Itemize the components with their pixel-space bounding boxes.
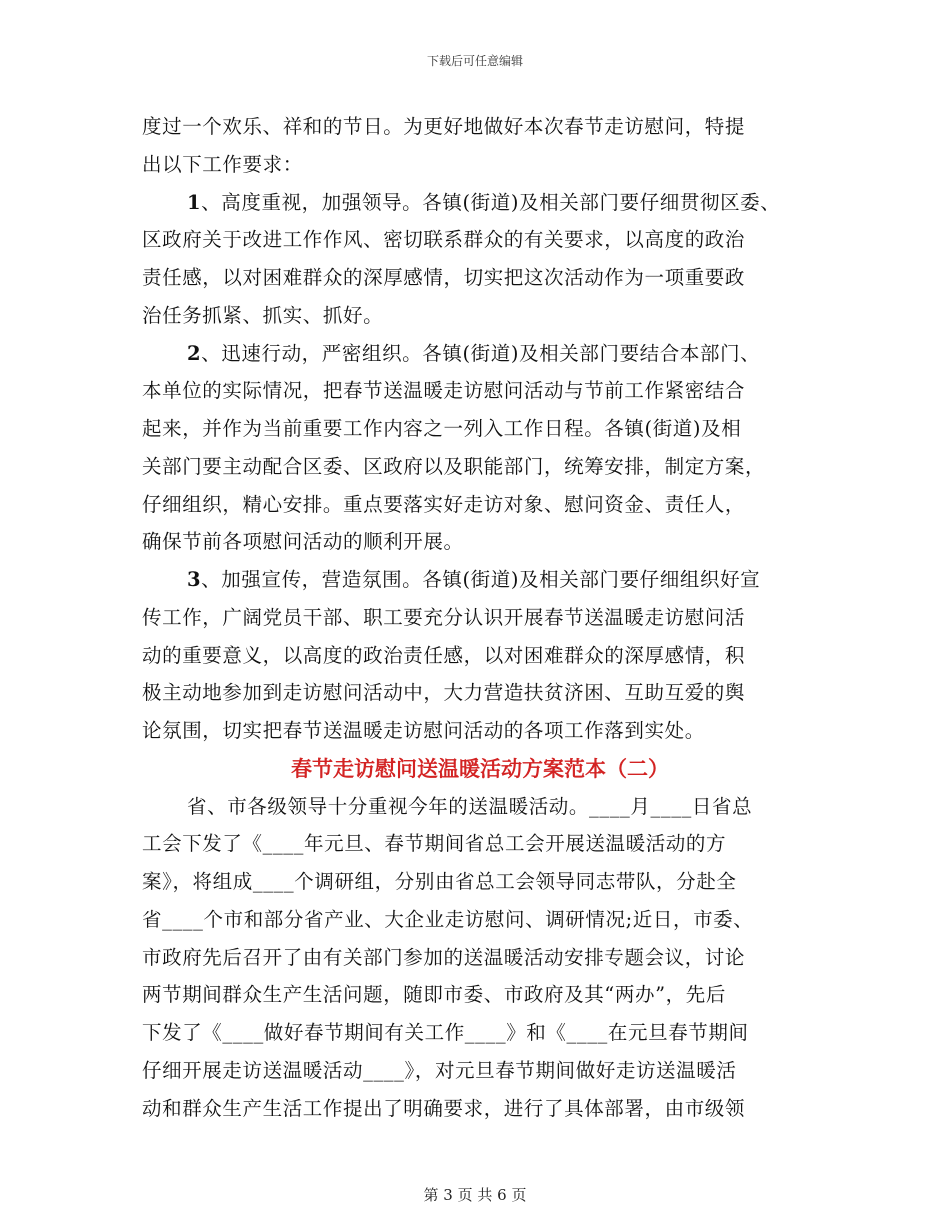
text-line: 省____个市和部分省产业、大企业走访慰问、调研情况;近日，市委、 — [142, 907, 754, 931]
text-line: 仔细开展走访送温暖活动____》，对元旦春节期间做好走访送温暖活 — [142, 1058, 737, 1082]
text-line: 下发了《____做好春节期间有关工作____》和《____在元旦春节期间 — [142, 1021, 749, 1044]
text-line: 治任务抓紧、抓实、抓好。 — [142, 303, 384, 327]
text-line: 本单位的实际情况，把春节送温暖走访慰问活动与节前工作紧密结合 — [142, 379, 746, 403]
list-number: 3 — [187, 568, 202, 591]
line-text: 、高度重视，加强领导。各镇(街道)及相关部门要仔细贯彻区委、 — [201, 190, 781, 214]
text-line: 仔细组织，精心安排。重点要落实好走访对象、慰问资金、责任人， — [142, 492, 746, 516]
list-number: 1 — [187, 190, 202, 214]
text-line: 区政府关于改进工作作风、密切联系群众的有关要求，以高度的政治 — [142, 228, 746, 252]
text-line: 度过一个欢乐、祥和的节日。为更好地做好本次春节走访慰问，特提 — [142, 115, 746, 138]
section-heading: 春节走访慰问送温暖活动方案范本（二） — [291, 755, 669, 781]
text-line: 关部门要主动配合区委、区政府以及职能部门，统筹安排，制定方案， — [142, 454, 766, 478]
text-line: 起来，并作为当前重要工作内容之一列入工作日程。各镇(街道)及相 — [142, 417, 742, 440]
document-body — [142, 108, 822, 1127]
text-line — [142, 561, 822, 599]
text-line: 动和群众生产生活工作提出了明确要求，进行了具体部署，由市级领 — [142, 1096, 746, 1120]
text-line: 工会下发了《____年元旦、春节期间省总工会开展送温暖活动的方 — [142, 832, 727, 856]
text-line: 传工作，广阔党员干部、职工要充分认识开展春节送温暖走访慰问活 — [142, 605, 746, 629]
page-header: 下载后可任意编辑 — [426, 54, 523, 68]
text-line: 责任感，以对困难群众的深厚感情，切实把这次活动作为一项重要政 — [142, 266, 746, 289]
text-line: 动的重要意义，以高度的政治责任感，以对困难群众的深厚感情，积 — [142, 643, 746, 667]
text-line — [142, 335, 822, 373]
text-line: 确保节前各项慰问活动的顺利开展。 — [142, 530, 464, 554]
line-text: 、加强宣传，营造氛围。各镇(街道)及相关部门要仔细组织好宣 — [201, 568, 761, 591]
text-line: 省、市各级领导十分重视今年的送温暖活动。____月____日省总 — [187, 794, 753, 818]
text-line: 两节期间群众生产生活问题，随即市委、市政府及其“两办”，先后 — [142, 983, 726, 1007]
text-line: 案》，将组成____个调研组，分别由省总工会领导同志带队，分赴全 — [142, 870, 737, 893]
text-line: 论氛围，切实把春节送温暖走访慰问活动的各项工作落到实处。 — [142, 719, 705, 742]
text-line: 出以下工作要求： — [142, 152, 303, 176]
list-number: 2 — [187, 341, 202, 365]
page-footer: 第 3 页 共 6 页 — [423, 1186, 527, 1204]
line-text: 、迅速行动，严密组织。各镇(街道)及相关部门要结合本部门、 — [201, 341, 761, 365]
text-line: 市政府先后召开了由有关部门参加的送温暖活动安排专题会议，讨论 — [142, 945, 746, 969]
text-line: 极主动地参加到走访慰问活动中，大力营造扶贫济困、互助互爱的舆 — [142, 681, 746, 705]
text-line — [142, 184, 822, 222]
